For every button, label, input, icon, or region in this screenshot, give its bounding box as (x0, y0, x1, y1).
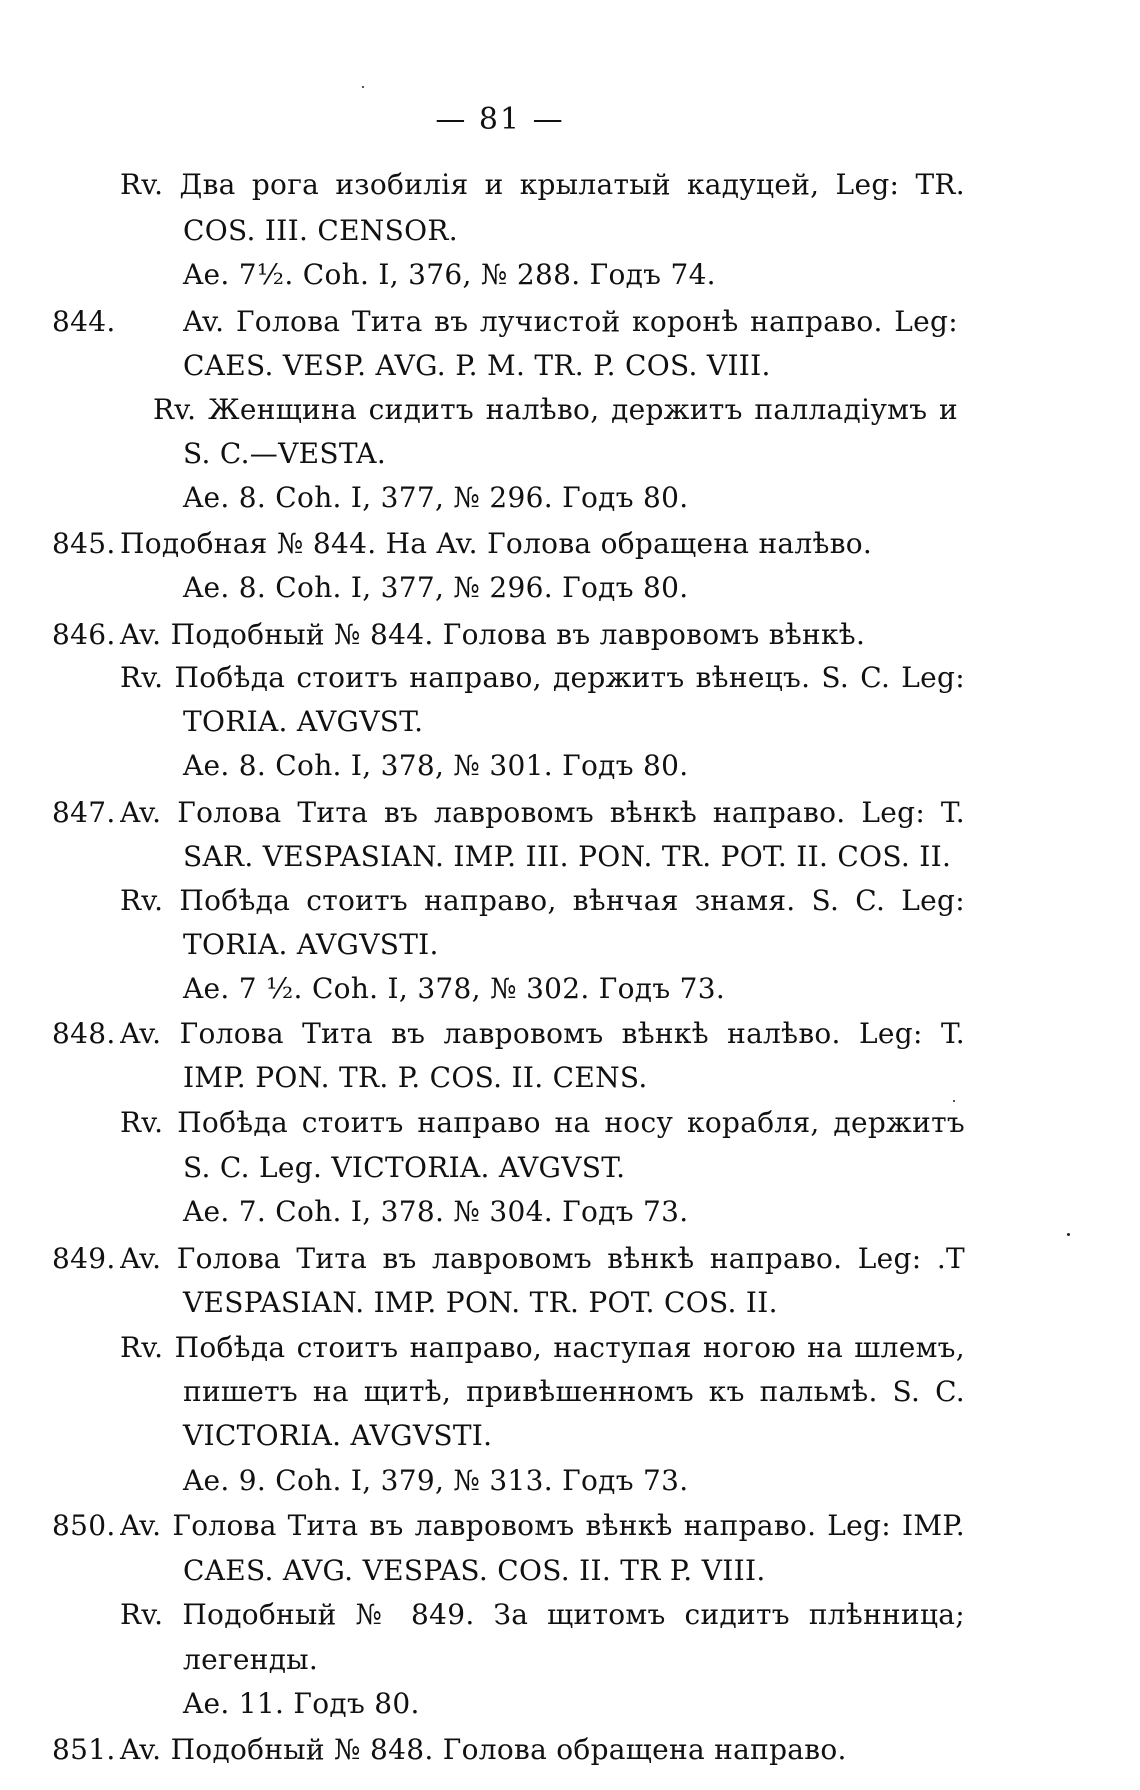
text-line: Ae. 9. Coh. I, 379, № 313. Годъ 73. (183, 1464, 689, 1497)
entry-number: 844. (52, 305, 116, 338)
page-number: — 81 — (435, 102, 565, 137)
entry-number: 846. (52, 618, 116, 651)
text-line: IMP. PON. TR. P. COS. II. CENS. (183, 1061, 648, 1094)
text-line: TORIA. AVGVSTI. (183, 928, 439, 961)
text-line: Ae. 7½. Coh. I, 376, № 288. Годъ 74. (183, 258, 716, 291)
text-line: Av. Голова Тита въ лавровомъ вѣнкѣ налѣво. Leg: T. (120, 1017, 965, 1050)
text-line: COS. III. CENSOR. (183, 214, 458, 247)
text-line: Ae. 11. Годъ 80. (183, 1687, 420, 1720)
text-line: S. C.—VESTA. (183, 437, 387, 470)
text-line: Av. Подобный № 844. Голова въ лавровомъ вѣнкѣ. (120, 618, 866, 651)
text-line: VICTORIA. AVGVSTI. (183, 1419, 493, 1452)
text-line: Av. Голова Тита въ лавровомъ вѣнкѣ направо. Leg: .T (120, 1242, 965, 1275)
text-line: Rv. Побѣда стоитъ направо на носу корабля, держитъ (120, 1106, 965, 1139)
entry-number: 848. (52, 1017, 116, 1050)
text-line: Av. Подобный № 848. Голова обращена направо. (120, 1733, 847, 1766)
scan-speck (362, 86, 364, 88)
text-line: CAES. AVG. VESPAS. COS. II. TR P. VIII. (183, 1554, 766, 1587)
entry-number: 847. (52, 796, 116, 829)
text-line: Rv. Побѣда стоитъ направо, держитъ вѣнецъ. S. C. Leg: (120, 661, 965, 694)
text-line: Ae. 7. Coh. I, 378. № 304. Годъ 73. (183, 1195, 689, 1228)
text-line: Rv. Побѣда стоитъ направо, наступая ногою на шлемъ, (120, 1331, 965, 1364)
text-line: Av. Голова Тита въ лучистой коронѣ направо. Leg: (183, 305, 958, 338)
text-line: Rv. Подобный № 849. За щитомъ сидитъ плѣнница; (120, 1598, 965, 1631)
text-line: Ae. 8. Coh. I, 378, № 301. Годъ 80. (183, 749, 689, 782)
text-line: Rv. Два рога изобилія и крылатый кадуцей, Leg: TR. (120, 168, 965, 201)
text-line: S. C. Leg. VICTORIA. AVGVST. (183, 1151, 626, 1184)
text-line: TORIA. AVGVST. (183, 705, 424, 738)
text-line: CAES. VESP. AVG. P. M. TR. P. COS. VIII. (183, 349, 771, 382)
text-line: Ae. 8. Coh. I, 377, № 296. Годъ 80. (183, 571, 689, 604)
text-line: Rv. Женщина сидитъ налѣво, держитъ палладіумъ и (153, 393, 958, 426)
entry-number: 851. (52, 1733, 116, 1766)
text-line: Av. Голова Тита въ лавровомъ вѣнкѣ направо. Leg: T. (120, 796, 965, 829)
text-line: SAR. VESPASIAN. IMP. III. PON. TR. POT. II. COS. II. (183, 840, 952, 873)
scan-speck (1067, 1233, 1070, 1236)
text-line: пишетъ на щитѣ, привѣшенномъ къ пальмѣ. S. C. (183, 1375, 965, 1408)
text-line: Rv. Побѣда стоитъ направо, вѣнчая знамя. S. C. Leg: (120, 884, 965, 917)
scan-speck (953, 1100, 955, 1102)
text-line: Ae. 7 ½. Coh. I, 378, № 302. Годъ 73. (183, 972, 726, 1005)
text-line: Av. Голова Тита въ лавровомъ вѣнкѣ направо. Leg: IMP. (120, 1509, 965, 1542)
text-line: VESPASIAN. IMP. PON. TR. POT. COS. II. (183, 1286, 778, 1319)
text-line: Подобная № 844. На Av. Голова обращена налѣво. (120, 527, 873, 560)
text-line: Ae. 8. Coh. I, 377, № 296. Годъ 80. (183, 481, 689, 514)
entry-number: 850. (52, 1509, 116, 1542)
text-line: легенды. (183, 1643, 319, 1676)
entry-number: 845. (52, 527, 116, 560)
entry-number: 849. (52, 1242, 116, 1275)
